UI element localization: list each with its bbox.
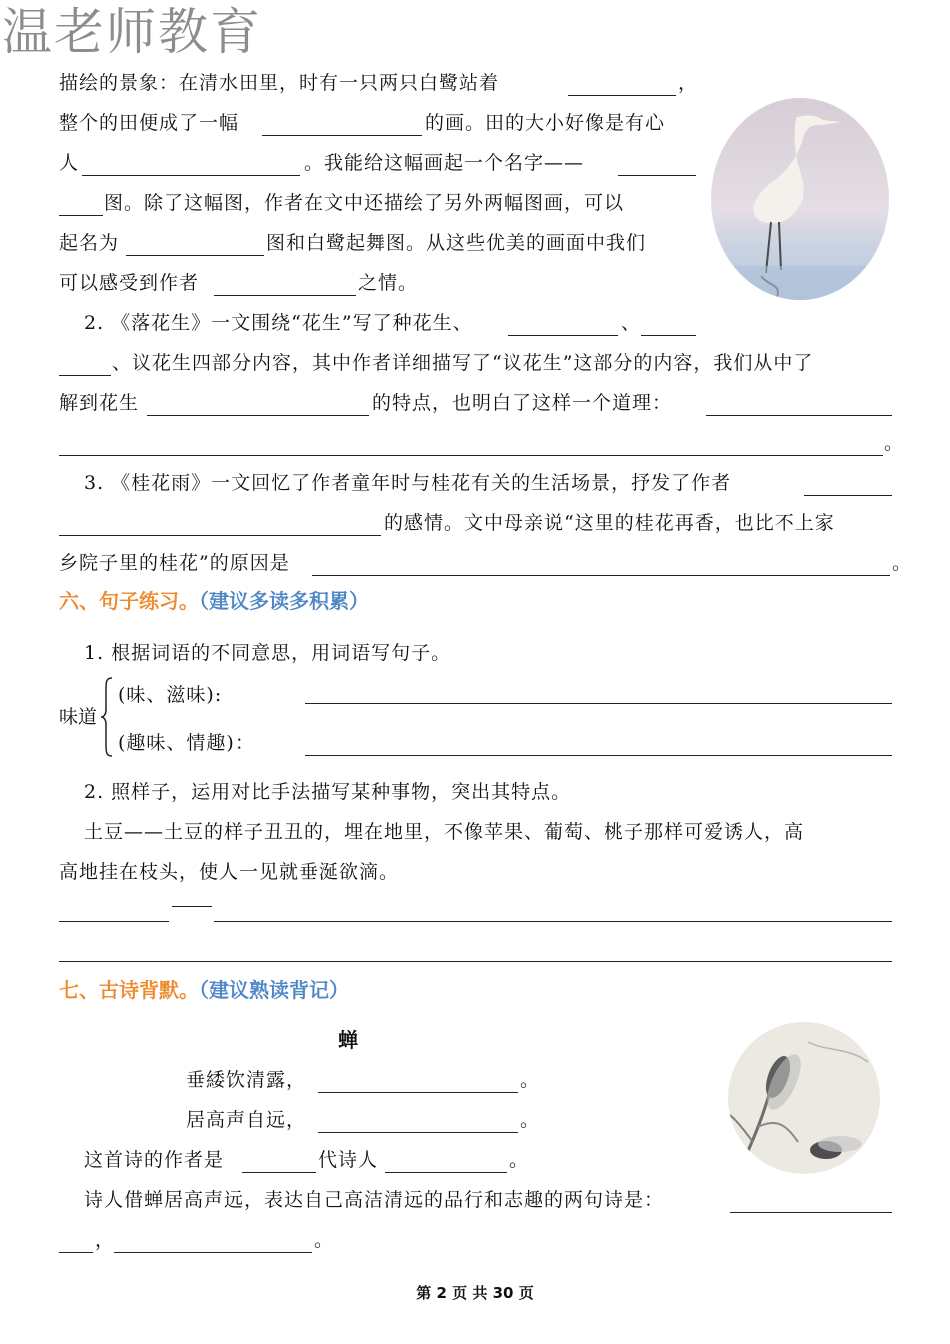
p1-line4: 图。除了这幅图，作者在文中还描绘了另外两幅图画，可以 (0, 183, 950, 223)
blank-poem-lines-a[interactable] (730, 1211, 892, 1213)
blank-author-emotion-a[interactable] (804, 494, 892, 496)
p2-line1: 2. 《落花生》一文围绕“花生”写了种花生、 、 (0, 303, 950, 343)
blank-peanut-lesson-b[interactable] (59, 454, 883, 456)
blank-second-picture[interactable] (126, 254, 264, 256)
blank-poet-name[interactable] (385, 1171, 507, 1173)
s6q1-prompt: 1. 根据词语的不同意思，用词语写句子。 (84, 642, 452, 664)
blank-poem-line2[interactable] (318, 1091, 518, 1093)
blank-peanut-lesson-a[interactable] (706, 414, 892, 416)
p3-line2: 的感情。文中母亲说“这里的桂花再香，也比不上家 (0, 503, 950, 543)
blank-contrast-object[interactable] (59, 920, 169, 922)
poem-answer-line: ， 。 (0, 1220, 950, 1260)
poem-question-line: 诗人借蝉居高声远，表达自己高洁清远的品行和志趣的两句诗是： (0, 1180, 950, 1220)
p1-line3: 人 。我能给这幅画起一个名字—— (0, 143, 950, 183)
s6q2-example-line2: 高地挂在枝头，使人一见就垂涎欲滴。 (59, 861, 400, 883)
poem-line1: 垂緌饮清露， 。 (186, 1069, 541, 1091)
s6q2-prompt: 2. 照样子，运用对比手法描写某种事物，突出其特点。 (84, 781, 572, 803)
blank-poem-lines-c[interactable] (114, 1251, 312, 1253)
p1-line5: 起名为 图和白鹭起舞图。从这些优美的画面中我们 (59, 232, 647, 254)
p1-line2: 整个的田便成了一幅 的画。田的大小好像是有心 (59, 112, 666, 134)
blank-contrast-sentence-b[interactable] (59, 960, 892, 962)
blank-egret-standing[interactable] (568, 94, 676, 96)
blank-author-emotion-b[interactable] (59, 534, 381, 536)
blank-picture-name-b[interactable] (59, 214, 103, 216)
blank-sentence-interest[interactable] (305, 754, 892, 756)
blank-picture-name-a[interactable] (618, 174, 696, 176)
blank-contrast-sentence-a[interactable] (214, 920, 892, 922)
poem-title: 蝉 (338, 1028, 358, 1052)
blank-peanut-part3-b[interactable] (59, 374, 111, 376)
blank-picture-type[interactable] (262, 134, 422, 136)
s6q1-meaning2: (趣味、情趣)： (0, 723, 950, 763)
blank-poem-lines-b[interactable] (59, 1251, 93, 1253)
s6q1-word: 味道 (59, 706, 98, 728)
p3-line3: 乡院子里的桂花”的原因是 。 (59, 552, 913, 574)
s6q2-example-line1: 土豆——土豆的样子丑丑的，埋在地里，不像苹果、葡萄、桃子那样可爱诱人，高 (84, 821, 805, 843)
section7-heading: 七、古诗背默。（建议熟读背记） (59, 978, 349, 1002)
p2-line3: 解到花生 的特点，也明白了这样一个道理： (0, 383, 950, 423)
blank-dynasty[interactable] (242, 1171, 316, 1173)
page-footer: 第 2 页 共 30 页 (416, 1284, 534, 1302)
blank-peanut-part3-a[interactable] (641, 334, 696, 336)
p2-line2: 、议花生四部分内容，其中作者详细描写了“议花生”这部分的内容，我们从中了 (0, 343, 950, 383)
blank-osmanthus-reason[interactable] (312, 574, 890, 576)
watermark-text: 温老师教育 (2, 3, 262, 61)
dash-separator (172, 906, 212, 907)
p1-line1: 描绘的景象：在清水田里，时有一只两只白鹭站着 ， (59, 72, 699, 94)
blank-peanut-part2[interactable] (508, 334, 618, 336)
blank-heart-person[interactable] (82, 174, 300, 176)
poem-author-line: 这首诗的作者是 代诗人 。 (84, 1149, 530, 1171)
blank-sentence-taste[interactable] (305, 702, 892, 704)
p2-line4: 。 (0, 423, 950, 463)
poem-line2: 居高声自远， 。 (186, 1109, 541, 1131)
s6q1-meaning1: (味、滋味): (0, 675, 950, 715)
blank-author-feeling[interactable] (214, 294, 356, 296)
blank-poem-line4[interactable] (318, 1131, 518, 1133)
p3-line1: 3. 《桂花雨》一文回忆了作者童年时与桂花有关的生活场景，抒发了作者 (0, 463, 950, 503)
blank-peanut-trait[interactable] (147, 414, 369, 416)
section6-heading: 六、句子练习。（建议多读多积累） (59, 589, 369, 613)
p1-line6: 可以感受到作者 之情。 (59, 272, 419, 294)
